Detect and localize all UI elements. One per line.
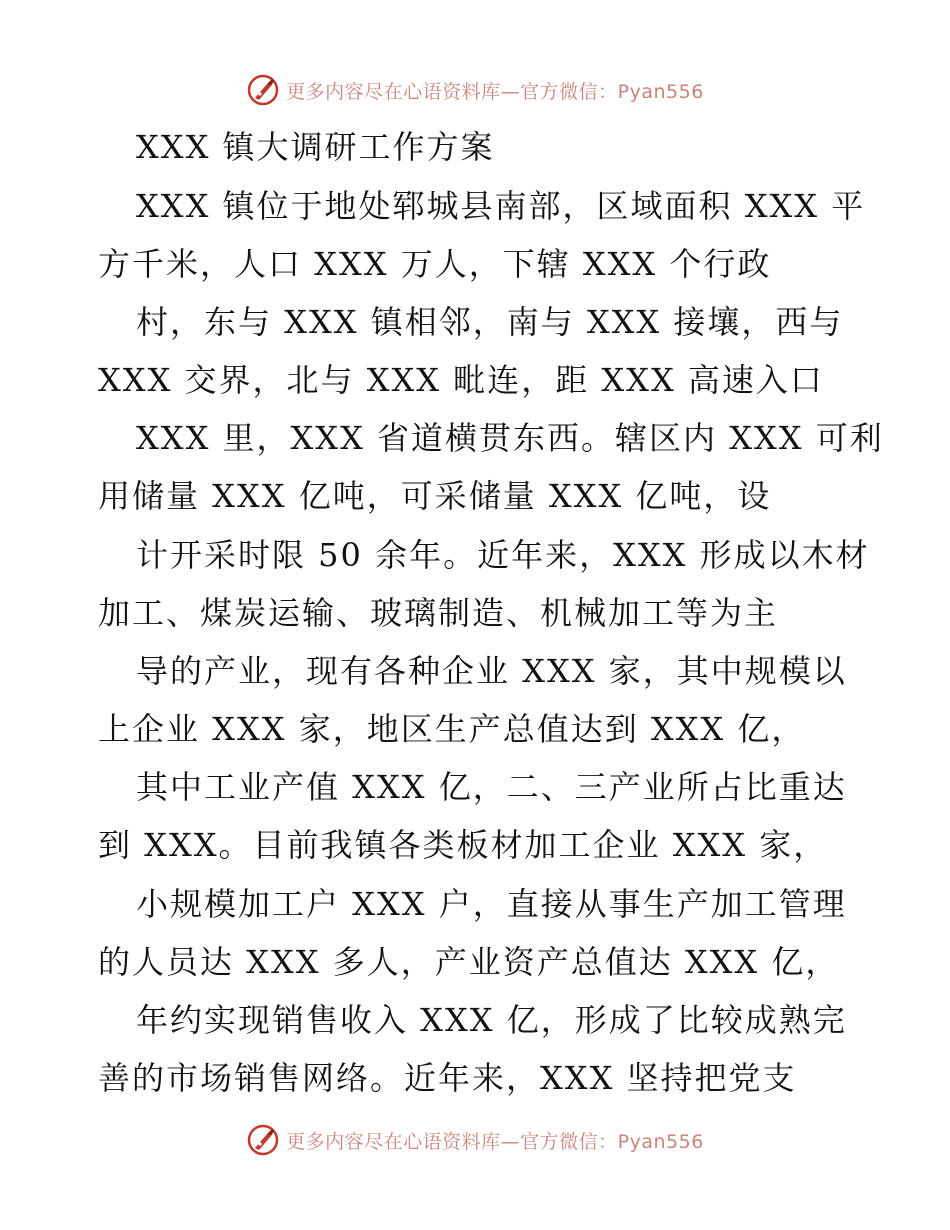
text-line: 年约实现销售收入 XXX 亿，形成了比较成熟完 (136, 1001, 847, 1039)
text-line: 计开采时限 50 余年。近年来，XXX 形成以木材 (136, 536, 870, 574)
text-line: 善的市场销售网络。近年来，XXX 坚持把党支 (98, 1059, 797, 1097)
text-line: 方千米，人口 XXX 万人，下辖 XXX 个行政 (98, 245, 772, 283)
text-line: 其中工业产值 XXX 亿，二、三产业所占比重达 (136, 768, 847, 806)
pen-nib-circle-logo-icon (246, 73, 280, 107)
watermark-text: 更多内容尽在心语资料库—官方微信：Pyan556 (286, 80, 704, 103)
text-line: XXX 交界，北与 XXX 毗连，距 XXX 高速入口 (98, 361, 824, 399)
footer-watermark (0, 1120, 950, 1160)
text-line: 村，东与 XXX 镇相邻，南与 XXX 接壤，西与 (136, 303, 844, 341)
text-line: 到 XXX。目前我镇各类板材加工企业 XXX 家， (98, 826, 828, 864)
text-line: 导的产业，现有各种企业 XXX 家，其中规模以 (136, 652, 847, 690)
pen-nib-circle-logo-icon (246, 1123, 280, 1157)
document-title: XXX 镇大调研工作方案 (136, 128, 495, 166)
text-line: 小规模加工户 XXX 户，直接从事生产加工管理 (136, 885, 847, 923)
text-line: 用储量 XXX 亿吨，可采储量 XXX 亿吨，设 (98, 477, 772, 515)
text-line: XXX 镇位于地处郓城县南部，区域面积 XXX 平 (136, 187, 866, 225)
text-line: XXX 里，XXX 省道横贯东西。辖区内 XXX 可利 (136, 419, 884, 457)
text-line: 的人员达 XXX 多人，产业资产总值达 XXX 亿， (98, 943, 840, 981)
text-line: 上企业 XXX 家，地区生产总值达到 XXX 亿， (98, 710, 806, 748)
header-watermark (0, 70, 950, 110)
text-line: 加工、煤炭运输、玻璃制造、机械加工等为主 (98, 594, 779, 632)
watermark-text: 更多内容尽在心语资料库—官方微信：Pyan556 (286, 1130, 704, 1153)
